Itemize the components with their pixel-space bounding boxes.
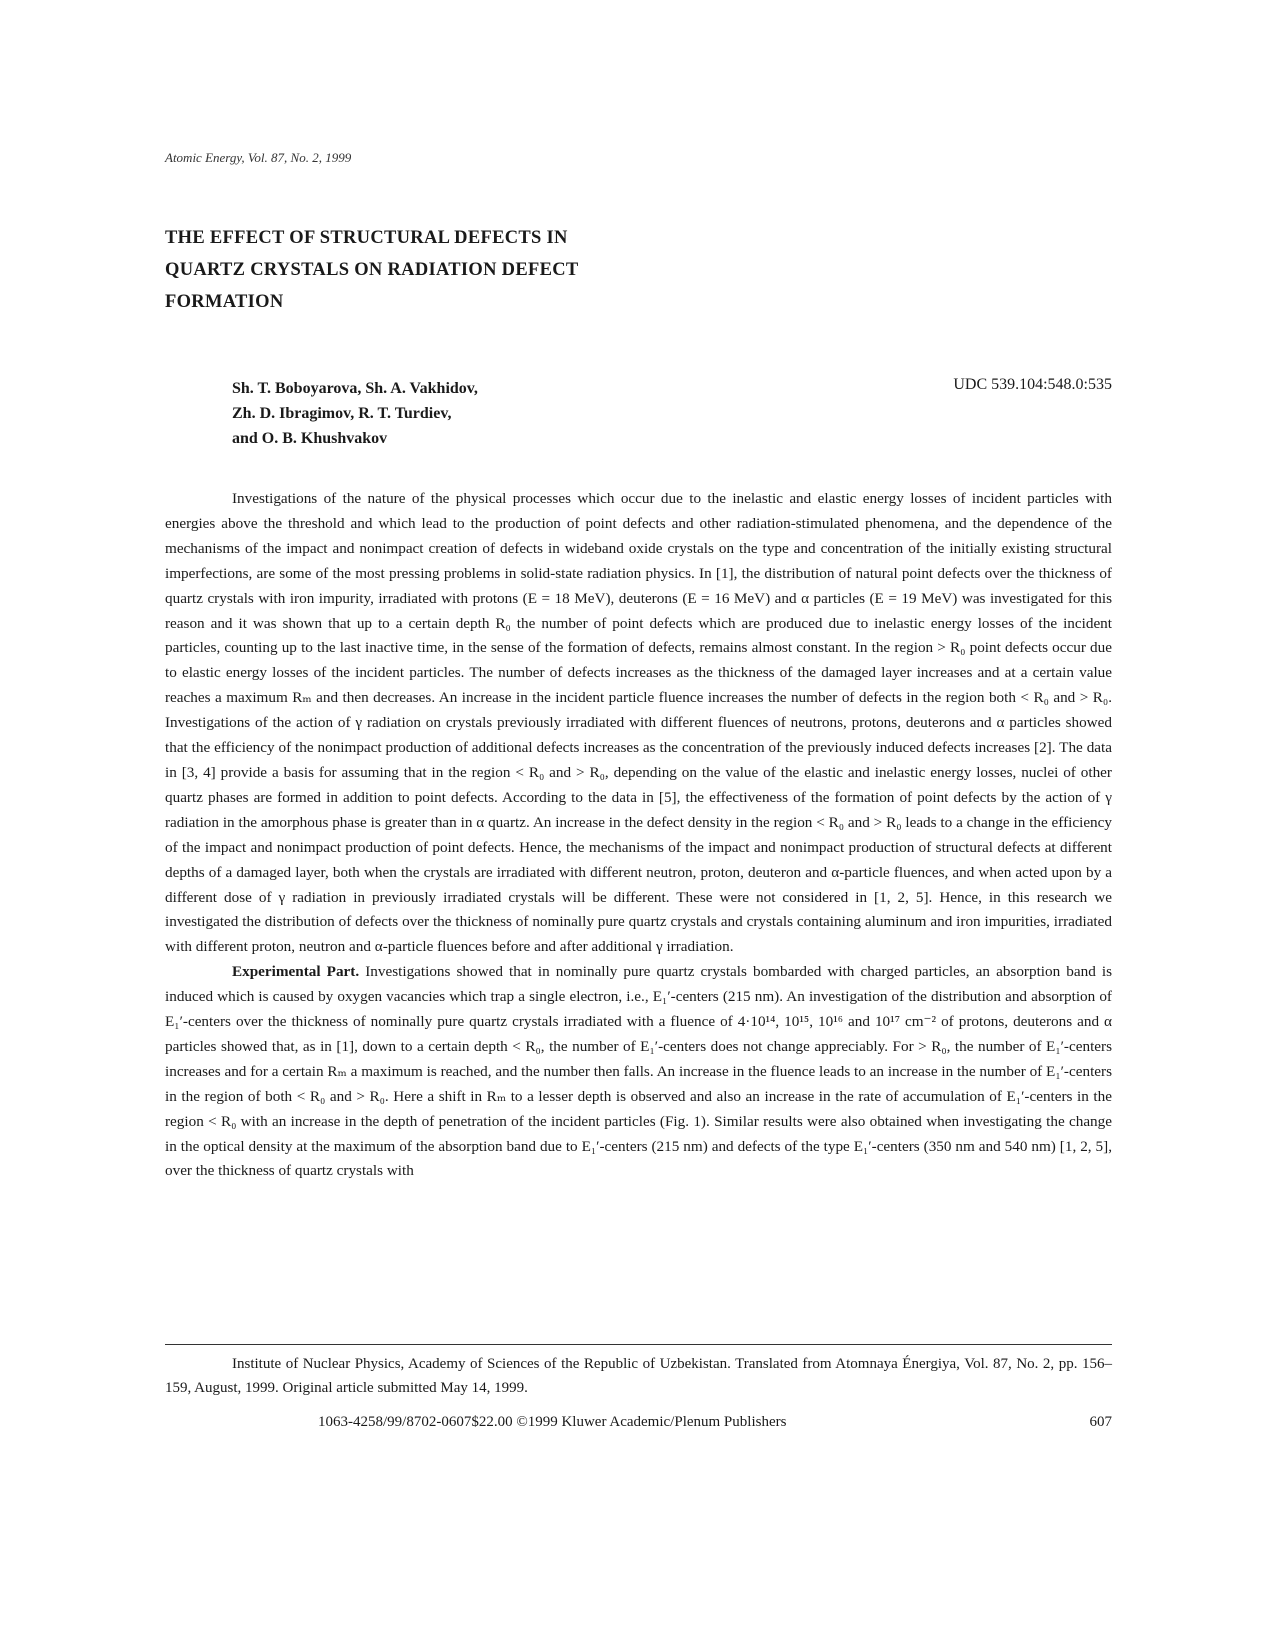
author-line: and O. B. Khushvakov — [232, 430, 388, 447]
article-body — [165, 487, 1112, 1184]
footnote — [165, 1352, 1112, 1400]
page-number: 607 — [1089, 1414, 1112, 1430]
footnote-divider — [165, 1344, 1112, 1345]
copyright-line: 1063-4258/99/8702-0607$22.00 ©1999 Kluwer Academic/Plenum Publishers — [318, 1414, 787, 1430]
journal-line: Atomic Energy, Vol. 87, No. 2, 1999 — [165, 150, 352, 165]
author-line: Zh. D. Ibragimov, R. T. Turdiev, — [232, 405, 452, 422]
footnote-text: Institute of Nuclear Physics, Academy of Sciences of the Republic of Uzbekistan. Translated from Atomnaya Énergiya, Vol. 87, No. 2, pp. 156–159, August, 1999. Original article submitted May 14, 1999. — [165, 1356, 1112, 1396]
article-title: THE EFFECT OF STRUCTURAL DEFECTS IN QUARTZ CRYSTALS ON RADIATION DEFECT FORMATION — [165, 228, 579, 312]
udc-code: UDC 539.104:548.0:535 — [953, 376, 1112, 393]
paragraph-text: Investigations showed that in nominally pure quartz crystals bombarded with charged particles, an absorption band is induced which is caused by oxygen vacancies which trap a single electron, i.e., E₁′-centers (215 nm). An investigation of the distribution and absorption of E₁′-centers over the thickness of nominally pure quartz crystals irradiated with a fluence of 4·10¹⁴, 10¹⁵, 10¹⁶ and 10¹⁷ cm⁻² of protons, deuterons and α particles showed that, as in [1], down to a certain depth < R₀, the number of E₁′-centers does not change appreciably. For > R₀, the number of E₁′-centers increases and for a certain Rₘ a maximum is reached, and the number then falls. An increase in the fluence leads to an increase in the number of E₁′-centers in the region of both < R₀ and > R₀. Here a shift in Rₘ to a lesser depth is observed and also an increase in the rate of accumulation of E₁′-centers in the region < R₀ with an increase in the depth of penetration of the incident particles (Fig. 1). Similar results were also obtained when investigating the change in the optical density at the maximum of the absorption band due to E₁′-centers (215 nm) and defects of the type E₁′-centers (350 nm and 540 nm) [1, 2, 5], over the thickness of quartz crystals with — [165, 963, 1113, 1180]
author-list — [232, 376, 478, 451]
section-heading: Experimental Part. — [232, 963, 360, 981]
paragraph-intro: Investigations of the nature of the physical processes which occur due to the inelastic and elastic energy losses of incident particles with energies above the threshold and which lead to the production of point defects and other radiation-stimulated phenomena, and the dependence of the mechanisms of the impact and nonimpact creation of defects in wideband oxide crystals on the type and concentration of the initially existing structural imperfections, are some of the most pressing problems in solid-state radiation physics. In [1], the distribution of natural point defects over the thickness of quartz crystals with iron impurity, irradiated with protons (E = 18 MeV), deuterons (E = 16 MeV) and α particles (E = 19 MeV) was investigated for this reason and it was shown that up to a certain depth R₀ the number of point defects which are produced due to inelastic energy losses of the incident particles, counting up to the last inactive time, in the sense of the formation of defects, remains almost constant. In the region > R₀ point defects occur due to elastic energy losses of the incident particles. The number of defects increases as the thickness of the damaged layer increases and at a certain value reaches a maximum Rₘ and then decreases. An increase in the incident particle fluence increases the number of defects in the region both < R₀ and > R₀. Investigations of the action of γ radiation on crystals previously irradiated with different fluences of neutrons, protons, deuterons and α particles showed that the efficiency of the nonimpact production of additional defects increases as the concentration of the previously induced defects increases [2]. The data in [3, 4] provide a basis for assuming that in the region < R₀ and > R₀, depending on the value of the elastic and inelastic energy losses, nuclei of other quartz phases are formed in addition to point defects. According to the data in [5], the effectiveness of the formation of point defects by the action of γ radiation in the amorphous phase is greater than in α quartz. An increase in the defect density in the region < R₀ and > R₀ leads to a change in the efficiency of the impact and nonimpact production of point defects. Hence, the mechanisms of the impact and nonimpact production of structural defects at different depths of a damaged layer, both when the crystals are irradiated with different neutron, proton, deuteron and α-particle fluences, and when acted upon by a different dose of γ radiation in previously irradiated crystals will be different. These were not considered in [1, 2, 5]. Hence, in this research we investigated the distribution of defects over the thickness of nominally pure quartz crystals and crystals containing aluminum and iron impurities, irradiated with different proton, neutron and α-particle fluences before and after additional γ irradiation. — [165, 490, 1112, 956]
author-line: Sh. T. Boboyarova, Sh. A. Vakhidov, — [232, 380, 478, 397]
paragraph-experimental — [165, 960, 1112, 1184]
